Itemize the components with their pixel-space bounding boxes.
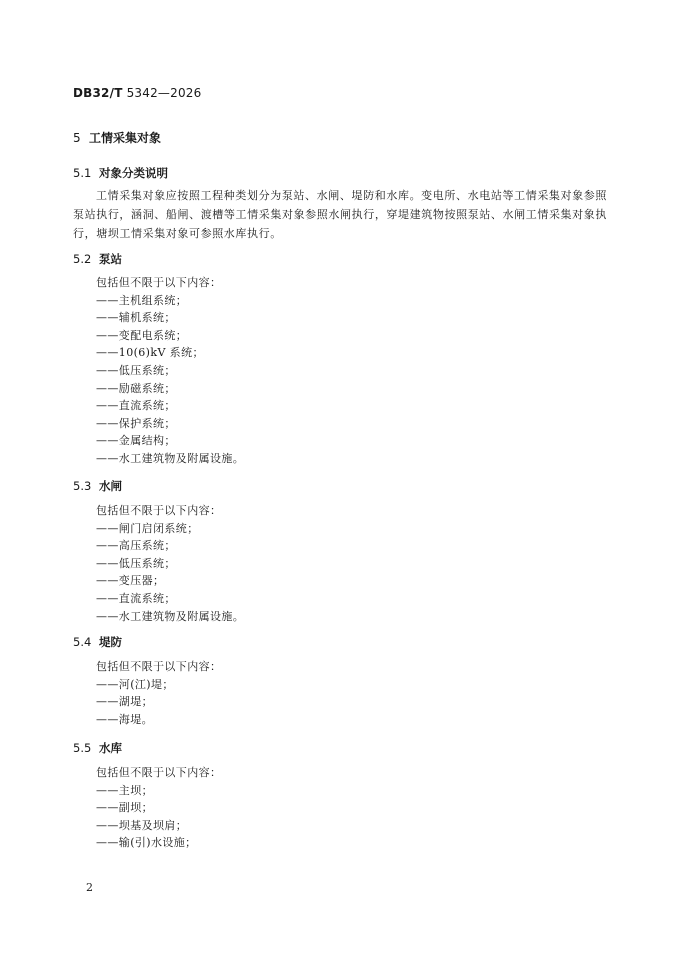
- list-item: ——坝基及坝肩；: [96, 818, 188, 832]
- list-item: ——直流系统；: [96, 591, 176, 605]
- section-title: 对象分类说明: [99, 166, 168, 180]
- section-number: 5: [73, 131, 81, 145]
- list-item: ——闸门启闭系统；: [96, 521, 199, 535]
- list-intro: 包括但不限于以下内容：: [96, 276, 222, 289]
- list-item: ——励磁系统；: [96, 381, 176, 395]
- list-item: ——主坝；: [96, 783, 153, 797]
- list-item: ——河(江)堤；: [96, 677, 174, 691]
- document-code: [73, 86, 201, 100]
- list-item: ——变压器；: [96, 574, 165, 588]
- section-5-2-list: [96, 274, 244, 468]
- list-item: ——保护系统；: [96, 416, 176, 430]
- section-5-1-heading: [73, 165, 168, 181]
- list-item: ——副坝；: [96, 801, 153, 815]
- list-item: ——高压系统；: [96, 539, 176, 553]
- section-5-4-heading: [73, 634, 122, 650]
- section-5-2-heading: [73, 251, 122, 267]
- list-item: ——湖堤；: [96, 695, 153, 709]
- section-5-heading: [73, 129, 161, 146]
- list-item: ——直流系统；: [96, 399, 176, 413]
- section-5-5-heading: [73, 740, 122, 756]
- section-number: 5.3: [73, 479, 92, 493]
- list-item: ——低压系统；: [96, 363, 176, 377]
- list-item: ——水工建筑物及附属设施。: [96, 451, 245, 465]
- section-number: 5.4: [73, 635, 92, 649]
- section-5-4-list: [96, 658, 221, 728]
- section-5-5-list: [96, 764, 221, 852]
- list-intro: 包括但不限于以下内容：: [96, 660, 222, 673]
- document-code-prefix: DB32/T: [73, 86, 123, 100]
- section-5-1-paragraph: 工情采集对象应按照工程种类划分为泵站、水闸、堤防和水库。变电所、水电站等工情采集对象参照泵站执行，涵洞、船闸、渡槽等工情采集对象参照水闸执行，穿堤建筑物按照泵站、水闸工情采集对象执行，塘坝工情采集对象可参照水库执行。: [73, 189, 607, 240]
- section-title: 泵站: [99, 252, 122, 266]
- section-title: 水库: [99, 741, 122, 755]
- page-number: 2: [86, 881, 93, 894]
- list-item: ——主机组系统；: [96, 293, 188, 307]
- list-item: ——海堤。: [96, 712, 153, 726]
- list-item: ——金属结构；: [96, 434, 176, 448]
- section-title: 水闸: [99, 479, 122, 493]
- list-intro: 包括但不限于以下内容：: [96, 766, 222, 779]
- list-item: ——变配电系统；: [96, 328, 188, 342]
- section-number: 5.5: [73, 741, 92, 755]
- section-title: 工情采集对象: [89, 131, 162, 145]
- list-item: ——辅机系统；: [96, 311, 176, 325]
- list-item: ——10(6)kV 系统；: [96, 346, 204, 360]
- section-5-3-list: [96, 502, 244, 625]
- list-intro: 包括但不限于以下内容：: [96, 504, 222, 517]
- section-number: 5.2: [73, 252, 92, 266]
- list-item: ——低压系统；: [96, 556, 176, 570]
- section-5-3-heading: [73, 478, 122, 494]
- list-item: ——水工建筑物及附属设施。: [96, 609, 245, 623]
- section-number: 5.1: [73, 166, 92, 180]
- document-code-number: 5342—2026: [122, 86, 202, 100]
- list-item: ——输(引)水设施；: [96, 836, 197, 850]
- section-title: 堤防: [99, 635, 122, 649]
